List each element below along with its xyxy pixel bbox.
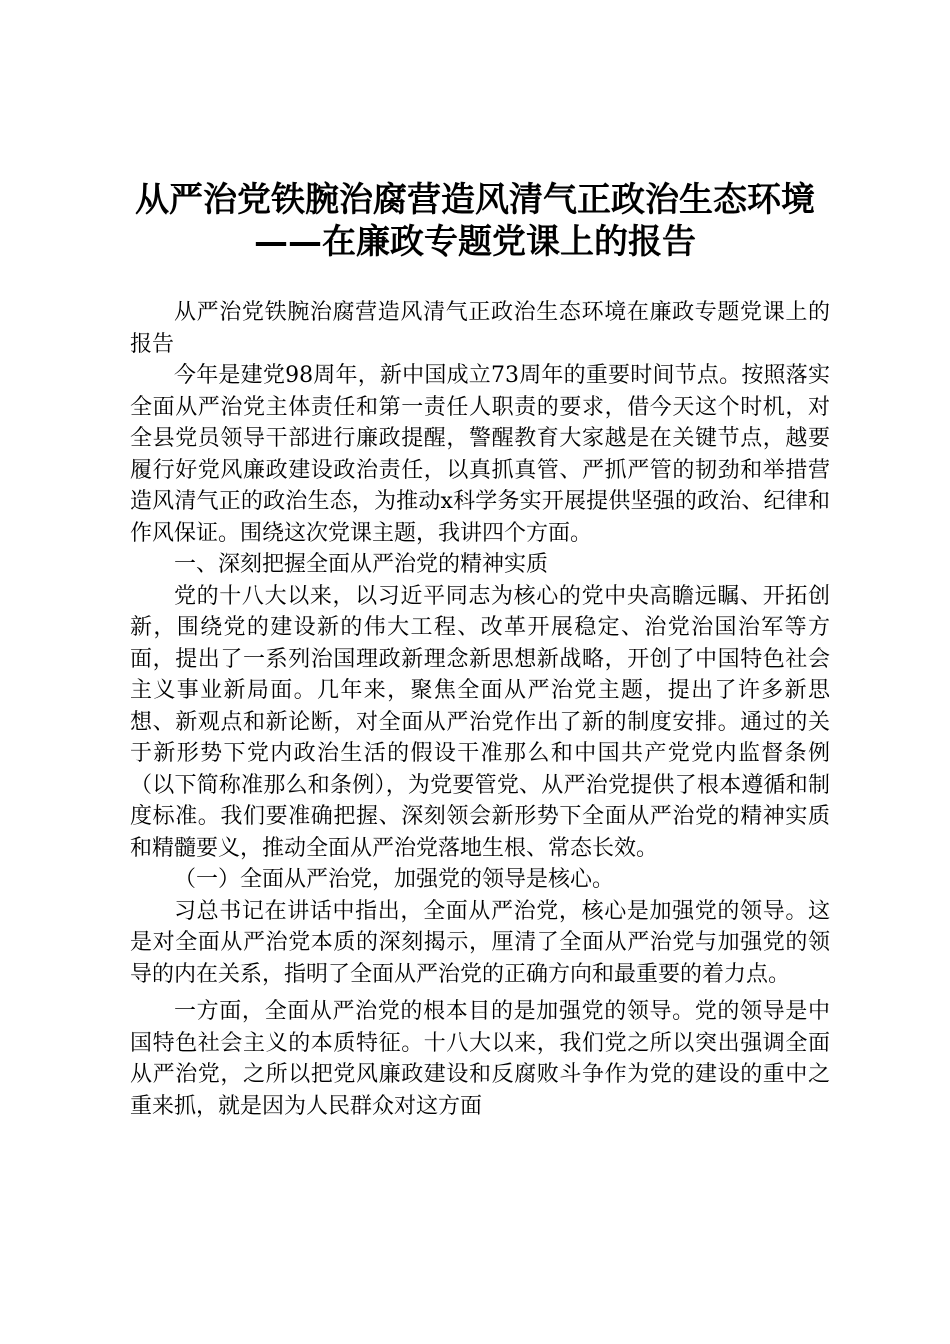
document-subtitle: ——在廉政专题党课上的报告 xyxy=(254,222,696,262)
paragraph: 一方面，全面从严治党的根本目的是加强党的领导。党的领导是中国特色社会主义的本质特征。十八大以来，我们党之所以突出强调全面从严治党，之所以把党风廉政建设和反腐败斗争作为党的建设的重中之重来抓，就是因为人民群众对这方面 xyxy=(130,999,830,1119)
subsection-heading: （一）全面从严治党，加强党的领导是核心。 xyxy=(174,867,615,892)
section-heading: 一、深刻把握全面从严治党的精神实质 xyxy=(174,552,549,577)
paragraph: 今年是建党98周年，新中国成立73周年的重要时间节点。按照落实全面从严治党主体责任和第一责任人职责的要求，借今天这个时机，对全县党员领导干部进行廉政提醒，警醒教育大家越是在关键节点，越要履行好党风廉政建设政治责任，以真抓真管、严抓严管的韧劲和举措营造风清气正的政治生态，为推动x科学务实开展提供坚强的政治、纪律和作风保证。围绕这次党课主题，我讲四个方面。 xyxy=(130,363,830,546)
paragraph: 党的十八大以来，以习近平同志为核心的党中央高瞻远瞩、开拓创新，围绕党的建设新的伟大工程、改革开展稳定、治党治国治军等方面，提出了一系列治国理政新理念新思想新战略，开创了中国特色社会主义事业新局面。几年来，聚焦全面从严治党主题，提出了许多新思想、新观点和新论断，对全面从严治党作出了新的制度安排。通过的关于新形势下党内政治生活的假设干准那么和中国共产党党内监督条例（以下简称准那么和条例），为党要管党、从严治党提供了根本遵循和制度标准。我们要准确把握、深刻领会新形势下全面从严治党的精神实质和精髓要义，推动全面从严治党落地生根、常态长效。 xyxy=(130,583,830,861)
paragraph: 习总书记在讲话中指出，全面从严治党，核心是加强党的领导。这是对全面从严治党本质的深刻揭示，厘清了全面从严治党与加强党的领导的内在关系，指明了全面从严治党的正确方向和最重要的着力点。 xyxy=(130,898,830,987)
paragraph: 从严治党铁腕治腐营造风清气正政治生态环境在廉政专题党课上的报告 xyxy=(130,300,830,357)
document-title: 从严治党铁腕治腐营造风清气正政治生态环境 xyxy=(135,180,815,220)
document-body xyxy=(130,297,830,1122)
